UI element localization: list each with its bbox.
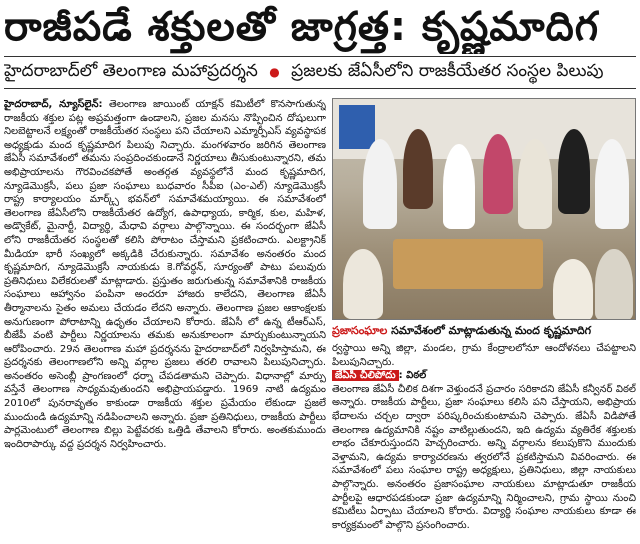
photo-figure: [343, 249, 383, 319]
subhead-left: హైదరాబాద్‌లో తెలంగాణ మహాప్రదర్శన: [4, 61, 258, 81]
divider-top: [4, 56, 636, 57]
subheadline: [4, 58, 636, 84]
article-left-column: [4, 98, 326, 542]
dateline: హైదరాబాద్, న్యూస్‌లైన్:: [4, 99, 103, 110]
caption-text: సమావేశంలో మాట్లాడుతున్న మంద కృష్ణమాదిగ: [387, 324, 592, 337]
photo-figure: [403, 129, 433, 209]
photo-figure: [558, 129, 590, 214]
photo-figure: [363, 139, 397, 229]
headline: రాజీపడే శక్తులతో జాగ్రత్త: కృష్ణమాదిగ: [4, 4, 600, 50]
photo-figure: [595, 139, 629, 229]
bullet-icon: ●: [269, 65, 280, 79]
photo-caption: [332, 322, 636, 340]
section-subtitle: [332, 369, 636, 383]
photo-figure: [483, 134, 513, 214]
divider-subhead: [4, 88, 636, 89]
right-intro: ర్వస్థాయి అన్ని జిల్లా, మండల, గ్రామ కేంద్రాలలోనూ ఆందోళనలు చేపట్టాలని పిలుపునిచ్చారు.: [332, 343, 636, 368]
article-right-column: [332, 342, 636, 542]
news-photo: [332, 98, 636, 320]
caption-highlight: ప్రజాసంఘాల: [332, 324, 388, 337]
photo-figure: [595, 249, 633, 320]
photo-banner: [339, 105, 375, 149]
photo-figure: [443, 144, 475, 229]
photo-figure: [518, 139, 552, 229]
photo-table: [393, 239, 543, 289]
subhead-right: ప్రజలకు జేఏసీలోని రాజకీయేతర సంస్థల పిలుపు: [291, 61, 604, 81]
photo-figure: [553, 259, 593, 320]
subtitle-rest: : విఠల్: [398, 370, 427, 382]
subtitle-tag: జేఏసీ చీలిపోదు: [332, 370, 399, 381]
article-body-left: తెలంగాణ జాయింట్ యాక్షన్ కమిటీలో కొనసాగుతున్న రాజకీయ శక్తుల పట్ల అప్రమత్తంగా ఉండాలని, ప్రజల మనసు నొప్పించిన దోషులుగా నిలబెట్టాలనే లక్ష్యంతో రాజకీయేతర సంస్థలు పని చేయాలని ఎమ్మార్పీఎస్ వ్యవస్థాపక అధ్యక్షుడు మంద కృష్ణమాదిగ పిలుపు నిచ్చారు. మంగళవారం జరిగిన తెలంగాణ జేఏసీ సమావేశంలో తమను సంప్రదించకుండానే నిర్ణయాలు తీసుకుంటున్నారని, తమ అభిప్రాయాలను గౌరవించకపోతే అంతర్గత వ్యవస్థలోనే మంద కృష్ణమాదిగ, న్యూడెమొక్రసీ, పలు ప్రజా సంఘాలు బుధవారం సీపీఐ (ఎం-ఎల్) న్యూడెమొక్రసీ రాష్ట్ర కార్యాలయం మార్క్స్ భవన్‌లో సమావేశమయ్యాయి. ఈ సమావేశంలో తెలంగాణ జేఏసీలోని రాజకీయేతర ఉద్యోగ, ఉపాధ్యాయ, కార్మిక, కుల, మహిళ, అడ్వొకేట్, మైనార్టీ, విద్యార్థి, మేధావి వర్గాలు పాల్గొన్నాయి. ఈ సందర్భంగా జేఏసీ లోని రాజకీయేతర సంస్థలతో కలిసి పోరాటం చేస్తామని ప్రకటించారు. ఎలక్ట్రానిక్ మీడియా భారీ సంఖ్యలో అక్కడికి చేరుకున్నారు. సమావేశం అనంతరం మంద కృష్ణమాదిగ, న్యూడెమొక్రసీ నాయకుడు కె.గోవర్ధన్, సూర్యంతో పాటు పలువురు ప్రతినిధులు విలేకరులతో మాట్లాడారు. ప్రస్తుతం జరుగుతున్న సమావేశానికి రాజకీయ సంఘాలు ఆహ్వానం పంపినా అందరూ హాజరు కాలేదని, తెలంగాణ జేఏసీ తీర్మానాలను సైతం అమలు చేయడం లేదని అన్నారు. తెలంగాణ ప్రజల ఆకాంక్షలకు అనుగుణంగా పోరాటాన్ని ఉధృతం చేయాలని కోరారు. జేఏసీ లో ఉన్న టీఆర్ఎస్, బీజేపీ వంటి పార్టీలు నిర్ణయాలను తమకు అనుకూలంగా మార్చుకుంటున్నాయని ఆరోపించారు. 29న తెలంగాణ మహా ప్రదర్శనను హైదరాబాద్‌లో నిర్వహిస్తామని, ఈ ప్రదర్శనకు తెలంగాణలోని అన్ని వర్గాల ప్రజలు తరలి రావాలని పిలుపునిచ్చారు. అనంతరం అసెంబ్లీ ప్రాంగణంలో ధర్నా చేపడతామని చెప్పారు. విధానాల్లో మార్పు వస్తేనే తెలంగాణ సాధ్యమవుతుందని అభిప్రాయపడ్డారు. 1969 నాటి ఉద్యమం 2010లో పునరావృతం కాకుండా రాజకీయ శక్తుల ప్రమేయం లేకుండా ప్రజలే ముందుండి ఉద్యమాన్ని నడిపించాలని అన్నారు. ప్రజా ప్రతినిధులు, రాజకీయ పార్టీలు పార్లమెంటులో తెలంగాణ బిల్లు పెట్టేవరకు ఒత్తిడి తేవాలని కోరారు. అంతకుముందు ఇందిరాపార్కు వద్ద ప్రదర్శన నిర్వహించారు.: [4, 99, 326, 450]
article-body-right: తెలంగాణ జేఏసీ చీలిక దిశగా వెళ్తుందనే ప్రచారం సరికాదని జేఏసీ కన్వీనర్ విఠల్ అన్నారు. రాజకీయ పార్టీలు, ప్రజా సంఘాలు కలిసి పని చేస్తాయని, అభిప్రాయ భేదాలను చర్చల ద్వారా పరిష్కరించుకుంటామని చెప్పారు. జేఏసీ విడిపోతే తెలంగాణ ఉద్యమానికి నష్టం వాటిల్లుతుందని, ఇది ఉద్యమ వ్యతిరేక శక్తులకు లాభం చేకూరుస్తుందని హెచ్చరించారు. అన్ని వర్గాలను కలుపుకొని ముందుకు వెళ్తామని, ఉద్యమ కార్యాచరణను త్వరలోనే ప్రకటిస్తామని వివరించారు. ఈ సమావేశంలో పలు సంఘాల రాష్ట్ర అధ్యక్షులు, ప్రతినిధులు, జిల్లా నాయకులు పాల్గొన్నారు. అనంతరం ప్రజాసంఘాల నాయకులు మాట్లాడుతూ రాజకీయ పార్టీలపై ఆధారపడకుండా ప్రజా ఉద్యమాన్ని నిర్మించాలని, గ్రామ స్థాయి నుంచి కమిటీలు ఏర్పాటు చేయాలని కోరారు. విద్యార్థి సంఘాల నాయకులు కూడా ఈ కార్యక్రమంలో పాల్గొని ప్రసంగించారు.: [332, 383, 636, 531]
